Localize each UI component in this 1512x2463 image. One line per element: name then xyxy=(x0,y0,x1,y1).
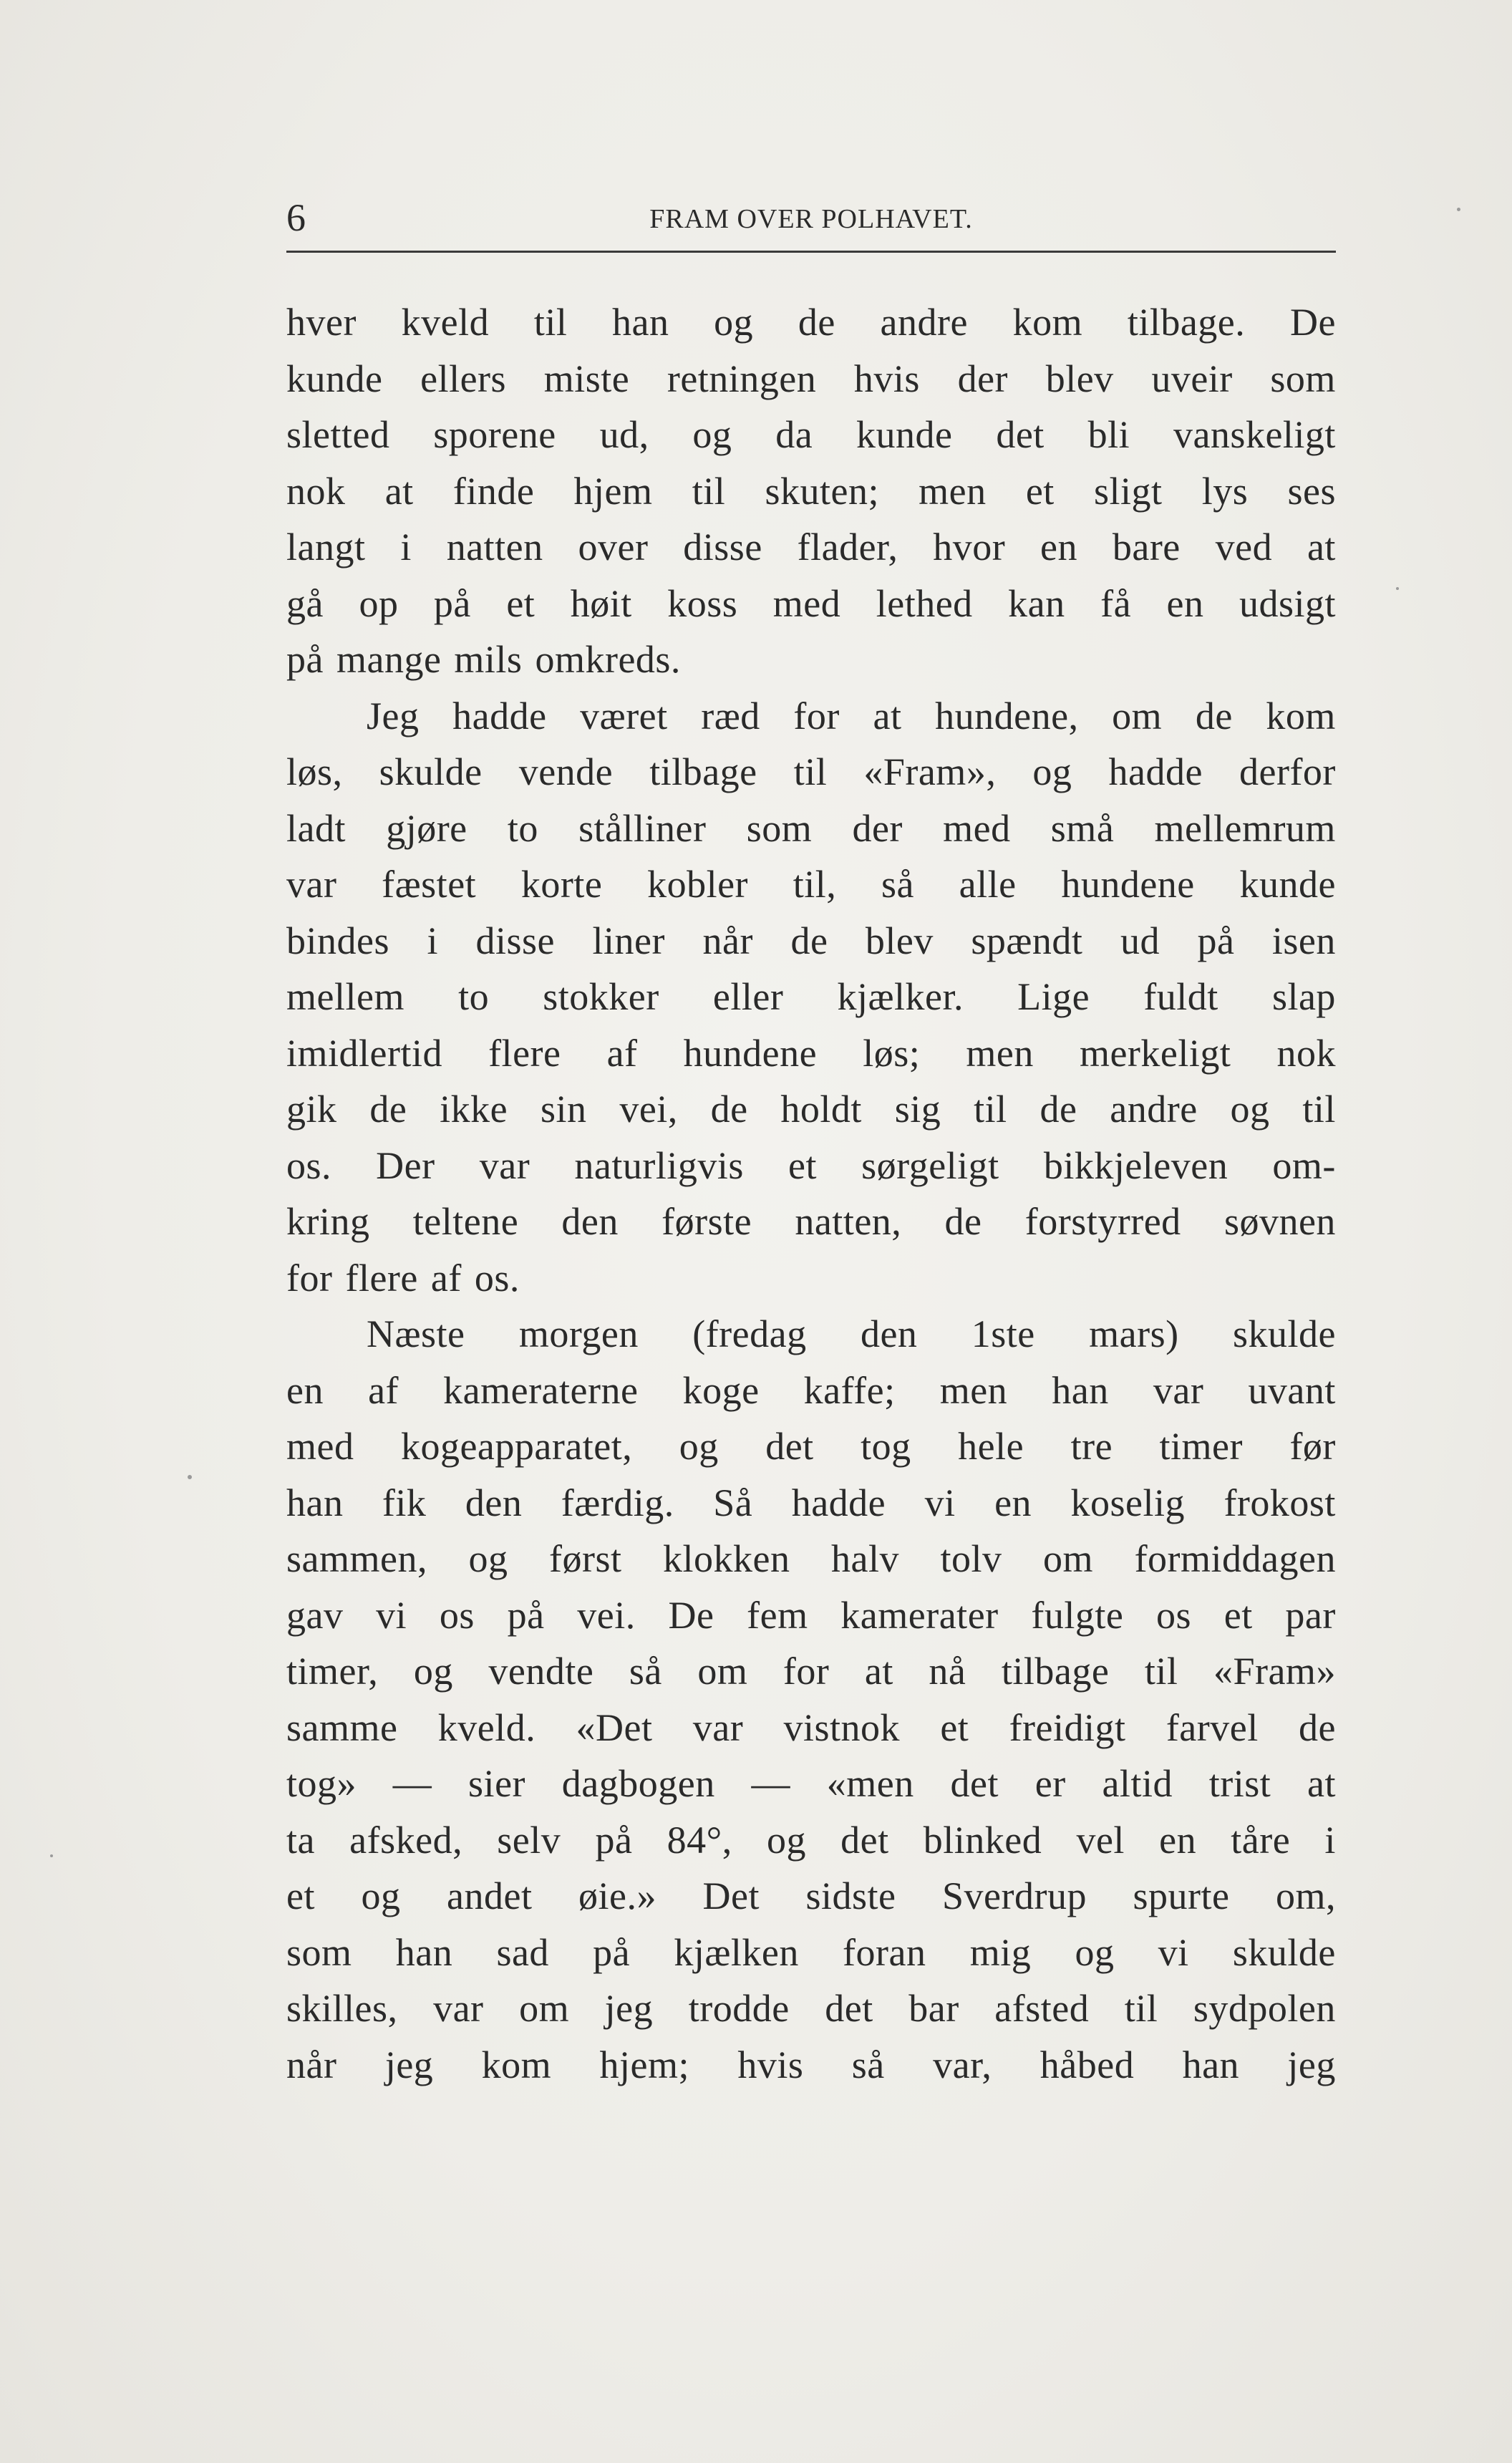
text-line: langt i natten over disse flader, hvor en bare ved at xyxy=(286,526,1336,568)
text-line: ladt gjøre to stålliner som der med små mellemrum xyxy=(286,806,1336,850)
text-line: sletted sporene ud, og da kunde det bli vanskeligt xyxy=(286,413,1336,456)
text-line: som han sad på kjælken foran mig og vi skulde xyxy=(286,1930,1336,1974)
text-line: imidlertid flere af hundene løs; men merkeligt nok xyxy=(286,1031,1336,1075)
text-line: ta afsked, selv på 84°, og det blinked vel en tåre i xyxy=(286,1818,1336,1862)
text-line: en af kameraterne koge kaffe; men han var uvant xyxy=(286,1368,1336,1412)
text-line: sammen, og først klokken halv tolv om formiddagen xyxy=(286,1537,1336,1580)
text-line: bindes i disse liner når de blev spændt ud på isen xyxy=(286,919,1336,962)
text-line: for flere af os. xyxy=(286,1256,520,1300)
text-line: Næste morgen (fredag den 1ste mars) skulde xyxy=(367,1312,1336,1355)
body-text xyxy=(286,294,1336,2093)
text-line: hver kveld til han og de andre kom tilbage. De xyxy=(286,301,1336,344)
text-line: kunde ellers miste retningen hvis der blev uveir som xyxy=(286,357,1336,400)
text-line: os. Der var naturligvis et sørgeligt bikkjeleven om- xyxy=(286,1143,1336,1187)
text-line: med kogeapparatet, og det tog hele tre timer før xyxy=(286,1425,1336,1468)
paper-speck xyxy=(1396,587,1399,590)
text-line: gå op på et høit koss med lethed kan få en udsigt xyxy=(286,581,1336,625)
text-line: kring teltene den første natten, de forstyrred søvnen xyxy=(286,1200,1336,1243)
text-line: nok at finde hjem til skuten; men et sligt lys ses xyxy=(286,469,1336,513)
text-line: tog» — sier dagbogen — «men det er altid trist at xyxy=(286,1762,1336,1805)
text-line: han fik den færdig. Så hadde vi en koselig frokost xyxy=(286,1481,1336,1524)
paper-speck xyxy=(50,1854,53,1857)
text-line: mellem to stokker eller kjælker. Lige fuldt slap xyxy=(286,975,1336,1018)
paper-speck xyxy=(1457,208,1460,211)
page-header xyxy=(286,193,1336,253)
text-line: timer, og vendte så om for at nå tilbage til «Fram» xyxy=(286,1650,1336,1693)
text-line: et og andet øie.» Det sidste Sverdrup spurte om, xyxy=(286,1874,1336,1917)
text-line: på mange mils omkreds. xyxy=(286,638,681,681)
text-line: når jeg kom hjem; hvis så var, håbed han jeg xyxy=(286,2043,1336,2086)
text-line: gik de ikke sin vei, de holdt sig til de andre og til xyxy=(286,1088,1336,1131)
page-number: 6 xyxy=(286,196,306,239)
text-line: skilles, var om jeg trodde det bar afsted til sydpolen xyxy=(286,1987,1336,2030)
text-line: var fæstet korte kobler til, så alle hundene kunde xyxy=(286,863,1336,906)
text-line: gav vi os på vei. De fem kamerater fulgte os et par xyxy=(286,1593,1336,1637)
running-title: FRAM OVER POLHAVET. xyxy=(649,204,973,234)
text-line: Jeg hadde været ræd for at hundene, om de kom xyxy=(367,694,1336,737)
text-line: samme kveld. «Det var vistnok et freidigt farvel de xyxy=(286,1705,1336,1749)
paper-speck xyxy=(188,1475,192,1479)
text-line: løs, skulde vende tilbage til «Fram», og hadde derfor xyxy=(286,750,1336,793)
